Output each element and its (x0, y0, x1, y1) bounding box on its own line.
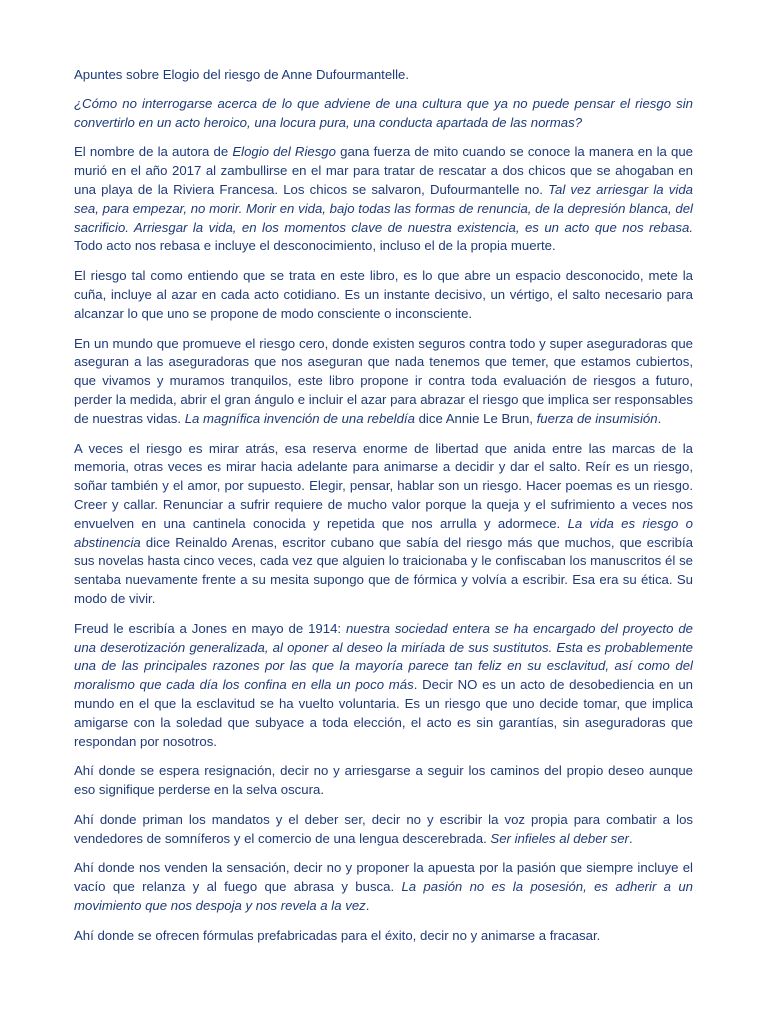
text-run: A veces el riesgo es mirar atrás, esa reserva enorme de libertad que anida entre las marcas de la memoria, otras veces es mirar hacia adelante para animarse a decidir y dar el salto. Reír es un riesgo, soñar también y el amor, por supuesto. Elegir, pensar, hablar son un riesgo. Hacer poemas es un riesgo. Creer y callar. Renunciar a sufrir requiere de mucho valor porque la queja y el sufrimiento a veces nos envuelven en una cantinela conocida y repetida que nos arrulla y adormece. (74, 440, 693, 531)
text-run: . (657, 410, 662, 426)
text-run: . (365, 898, 370, 914)
text-run: Ahí donde se ofrecen fórmulas prefabricadas para el éxito, decir no y animarse a fracasar. (74, 927, 601, 943)
italic-quote: Tal vez arriesgar la vida sea, para empezar, no morir. Morir en vida, bajo todas las formas de renuncia, de la depresión blanca, del sacrificio. Arriesgar la vida, en los momentos clave de nuestra existencia, es un acto que nos rebasa. (74, 181, 693, 235)
italic-quote: La vida es riesgo o abstinencia (74, 515, 693, 550)
italic-quote: Ser infieles al deber ser (490, 830, 629, 846)
italic-quote: Elogio del Riesgo (232, 144, 336, 160)
text-run: En un mundo que promueve el riesgo cero, donde existen seguros contra todo y super aseguradoras que aseguran a las aseguradoras que nos aseguran que nada tenemos que temer, que estamos cubiertos, que vivamos y muramos tranquilos, este libro propone ir contra toda evaluación de riesgos a futuro, perder la medida, abrir el gran ángulo e incluir el azar para abrazar el riesgo que implica ser responsables de nuestras vidas. (74, 335, 693, 426)
text-run: gana fuerza de mito cuando se conoce la manera en la que murió en el año 2017 al zambullirse en el mar para tratar de rescatar a dos chicos que se ahogaban en una playa de la Riviera Francesa. Los chicos se salvaron, Dufourmantelle no. (74, 144, 694, 197)
italic-quote: La magnífica invención de una rebeldía (184, 410, 415, 426)
paragraph (74, 811, 693, 849)
text-run: Todo acto nos rebasa e incluye el desconocimiento, incluso el de la propia muerte. (74, 238, 556, 254)
text-run: . (628, 830, 633, 846)
italic-quote: fuerza de insumisión (536, 410, 658, 426)
italic-quote: nuestra sociedad entera se ha encargado del proyecto de una deserotización generalizada, al oponer al deseo la miríada de sus sustitutos. Esta es probablemente una de las principales razones por las que la mayoría parece tan feliz en su esclavitud, así como del moralismo que cada día los confina en ella un poco más (74, 620, 693, 693)
text-run: El riesgo tal como entiendo que se trata en este libro, es lo que abre un espacio desconocido, mete la cuña, incluye al azar en cada acto cotidiano. Es un instante decisivo, un vértigo, el salto necesario para alcanzar lo que uno se propone de modo consciente o inconsciente. (74, 268, 693, 321)
paragraph (74, 927, 693, 946)
paragraph (74, 762, 693, 800)
paragraph (74, 95, 693, 133)
text-run: Ahí donde se espera resignación, decir no y arriesgarse a seguir los caminos del propio deseo aunque eso signifique perderse en la selva oscura. (74, 763, 693, 798)
paragraph (74, 440, 693, 609)
text-run: dice Reinaldo Arenas, escritor cubano que sabía del riesgo más que muchos, que escribía sus novelas hasta cinco veces, cada vez que alguien lo traicionaba y le confiscaban los manuscritos él se sentaba nuevamente frente a su mesita supongo que de fórmica y volvía a escribir. Esa era su ética. Su modo de vivir. (74, 534, 693, 606)
paragraph (74, 620, 693, 752)
text-run: El nombre de la autora de (74, 144, 233, 160)
text-run: Ahí donde priman los mandatos y el deber ser, decir no y escribir la voz propia para combatir a los vendedores de somníferos y el comercio de una lengua descerebrada. (74, 811, 693, 846)
text-run: Ahí donde nos venden la sensación, decir no y proponer la apuesta por la pasión que siempre incluye el vacío que relanza y al fuego que abrasa y busca. (74, 860, 693, 895)
paragraph (74, 143, 693, 256)
paragraph (74, 335, 693, 429)
text-run: Freud le escribía a Jones en mayo de 1914: (74, 620, 346, 636)
paragraph (74, 859, 693, 915)
italic-quote: La pasión no es la posesión, es adherir a un movimiento que nos despoja y nos revela a la vez (74, 879, 693, 914)
document-page (74, 66, 693, 957)
paragraph (74, 267, 693, 323)
document-title: Apuntes sobre Elogio del riesgo de Anne Dufourmantelle. (74, 67, 410, 82)
text-run: dice Annie Le Brun, (414, 410, 537, 426)
text-run: . Decir NO es un acto de desobediencia en un mundo en el que la esclavitud se ha vuelto voluntaria. Es un riesgo que uno decide tomar, que implica amigarse con la soledad que subyace a toda elección, el acto es sin garantías, sin aseguradoras que respondan por nosotros. (74, 677, 693, 749)
italic-quote: ¿Cómo no interrogarse acerca de lo que adviene de una cultura que ya no puede pensar el riesgo sin convertirlo en un acto heroico, una locura pura, una conducta apartada de las normas? (74, 95, 693, 130)
